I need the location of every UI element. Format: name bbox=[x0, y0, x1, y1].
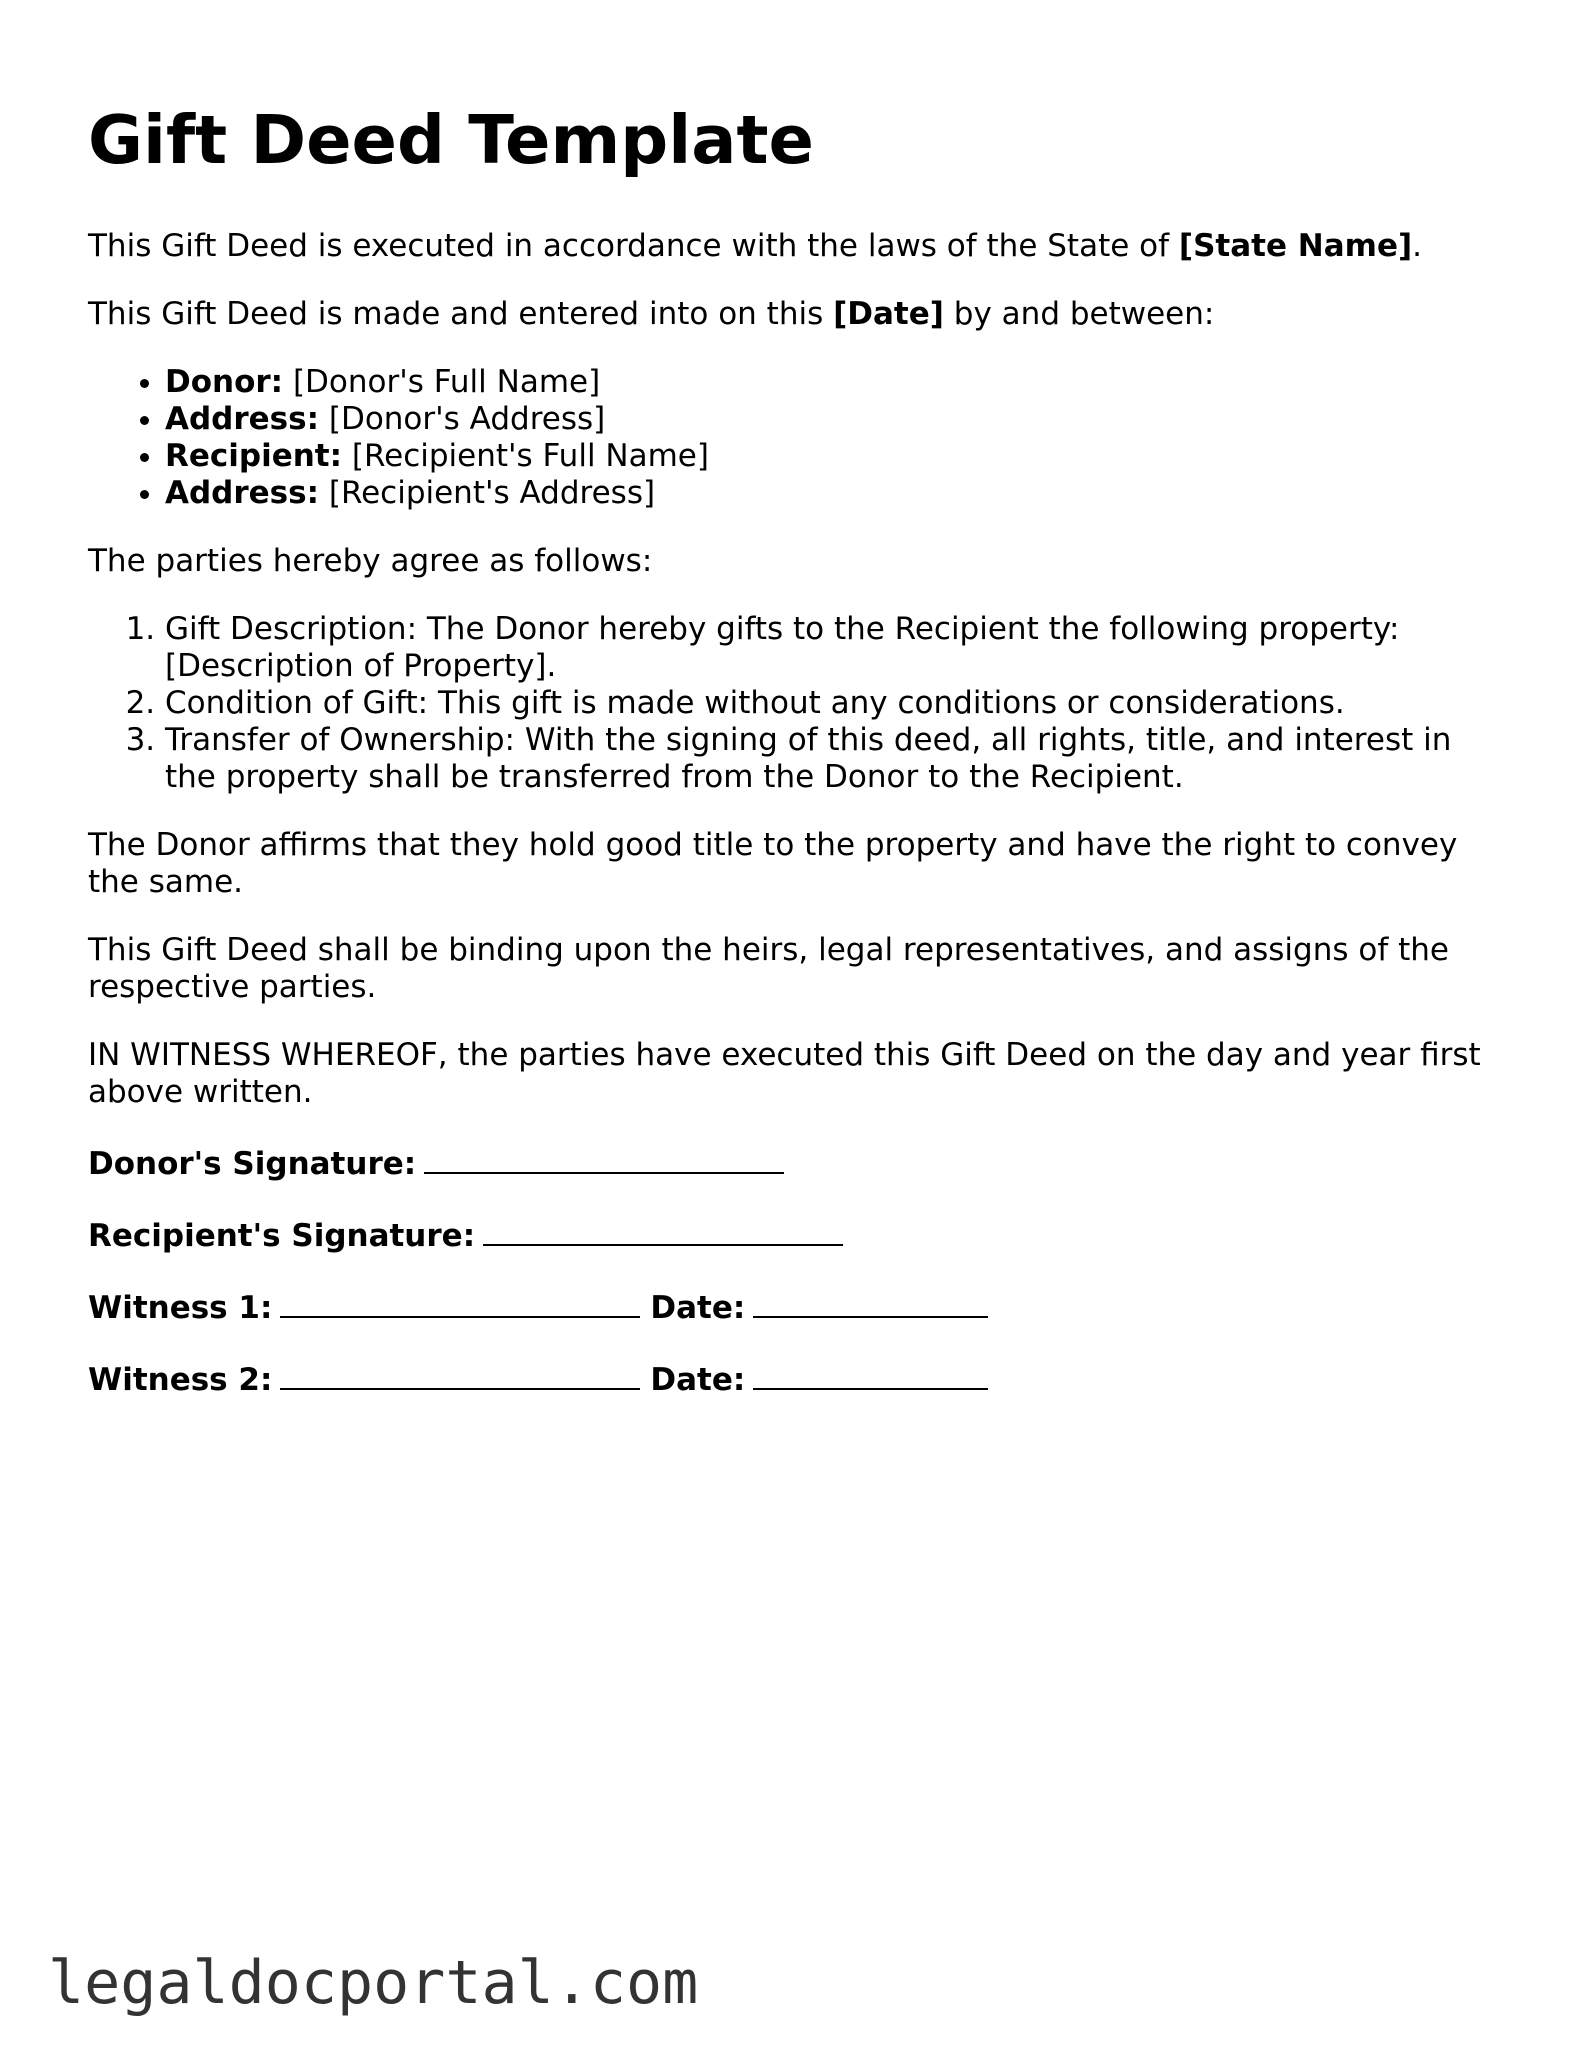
donor-signature-line bbox=[88, 1142, 1508, 1183]
list-item: 2. Condition of Gift: This gift is made without any conditions or considerations. bbox=[165, 685, 1508, 722]
recipient-signature-field[interactable] bbox=[483, 1214, 843, 1246]
witness1-date-label: Date: bbox=[650, 1290, 746, 1326]
list-item bbox=[165, 475, 1508, 512]
terms-list bbox=[88, 611, 1508, 796]
affirm-paragraph: The Donor affirms that they hold good title to the property and have the right to convey the same. bbox=[88, 827, 1458, 900]
list-item: 1. Gift Description: The Donor hereby gifts to the Recipient the following property: [Description of Property]. bbox=[165, 611, 1508, 685]
party-value: [Donor's Full Name] bbox=[283, 364, 601, 400]
witness2-date-field[interactable] bbox=[753, 1358, 988, 1390]
state-name-placeholder: [State Name] bbox=[1178, 228, 1413, 264]
list-item bbox=[165, 364, 1508, 401]
intro-state-text: This Gift Deed is executed in accordance with the laws of the State of bbox=[88, 228, 1179, 264]
party-label: Donor: bbox=[165, 364, 284, 400]
intro-date-paragraph bbox=[88, 296, 1508, 333]
party-value: [Donor's Address] bbox=[319, 401, 606, 437]
agree-paragraph: The parties hereby agree as follows: bbox=[88, 543, 653, 579]
witness2-date-label: Date: bbox=[650, 1362, 746, 1398]
list-item bbox=[165, 401, 1508, 438]
parties-list bbox=[88, 364, 1508, 512]
intro-state-paragraph bbox=[88, 228, 1508, 265]
site-watermark: legaldocportal.com bbox=[48, 1948, 699, 2018]
intro-date-suffix: by and between: bbox=[943, 296, 1215, 332]
witness1-date-field[interactable] bbox=[753, 1286, 988, 1318]
recipient-signature-label: Recipient's Signature: bbox=[88, 1218, 476, 1254]
intro-date-text: This Gift Deed is made and entered into on this bbox=[88, 296, 834, 332]
intro-state-suffix: . bbox=[1412, 228, 1422, 264]
party-value: [Recipient's Address] bbox=[319, 475, 656, 511]
party-label: Address: bbox=[165, 475, 319, 511]
witness1-signature-field[interactable] bbox=[280, 1286, 640, 1318]
witness1-label: Witness 1: bbox=[88, 1290, 273, 1326]
page-title: Gift Deed Template bbox=[88, 101, 814, 179]
document-page bbox=[88, 100, 1508, 1430]
party-label: Address: bbox=[165, 401, 319, 437]
date-placeholder: [Date] bbox=[833, 296, 944, 332]
party-label: Recipient: bbox=[165, 438, 343, 474]
witness2-signature-line bbox=[88, 1358, 1508, 1399]
list-item: 3. Transfer of Ownership: With the signing of this deed, all rights, title, and interest in the property shall be transferred from the Donor to the Recipient. bbox=[165, 722, 1508, 796]
witness1-signature-line bbox=[88, 1286, 1508, 1327]
witness2-label: Witness 2: bbox=[88, 1362, 273, 1398]
donor-signature-field[interactable] bbox=[424, 1142, 784, 1174]
witness2-signature-field[interactable] bbox=[280, 1358, 640, 1390]
binding-paragraph: This Gift Deed shall be binding upon the heirs, legal representatives, and assigns of the respective parties. bbox=[88, 932, 1449, 1005]
list-item bbox=[165, 438, 1508, 475]
donor-signature-label: Donor's Signature: bbox=[88, 1146, 417, 1182]
recipient-signature-line bbox=[88, 1214, 1508, 1255]
witness-paragraph: IN WITNESS WHEREOF, the parties have executed this Gift Deed on the day and year first above written. bbox=[88, 1037, 1481, 1110]
party-value: [Recipient's Full Name] bbox=[342, 438, 709, 474]
